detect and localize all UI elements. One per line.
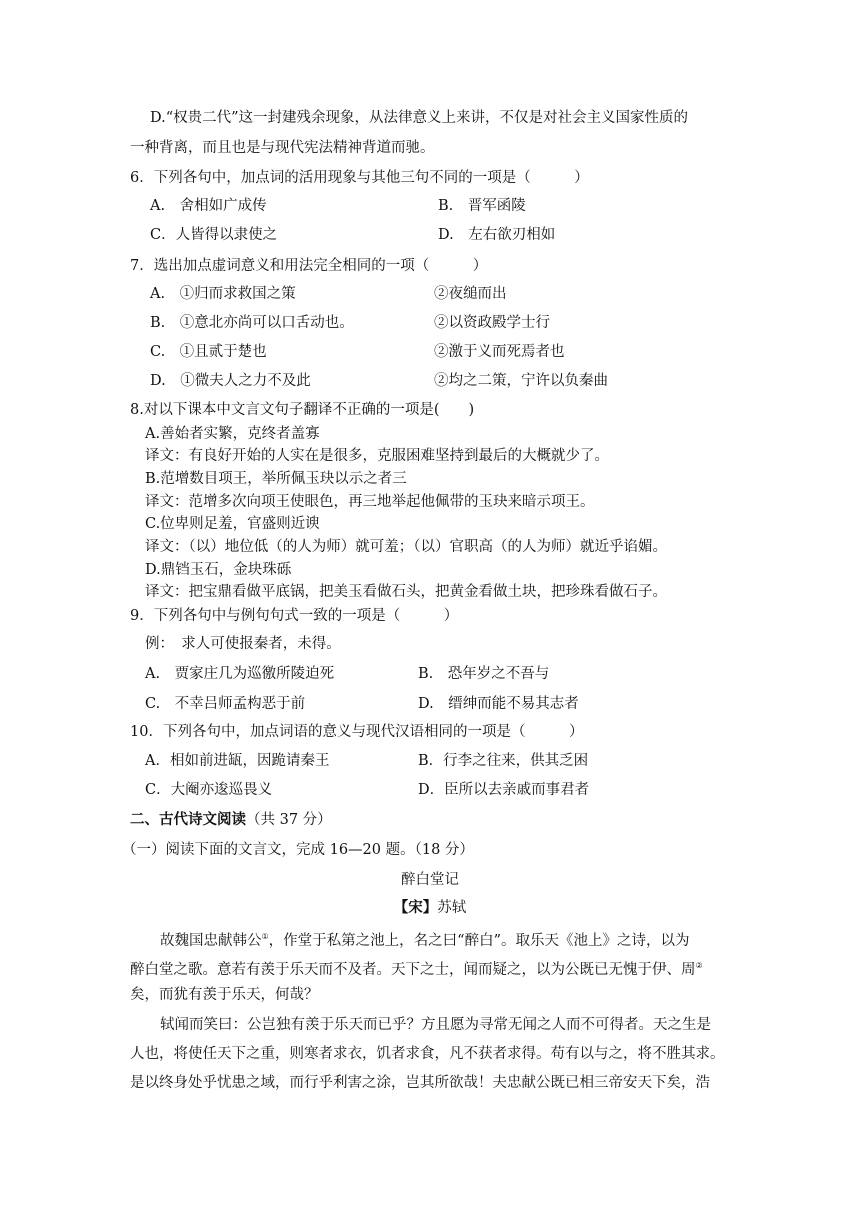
q9-example: 例： 求人可使报秦者，未得。 xyxy=(145,636,341,652)
section-score: （共 37 分） xyxy=(246,812,332,828)
q7-option-a1: A. ①归而求救国之策 xyxy=(150,286,296,302)
section-title: 二、古代诗文阅读 xyxy=(130,811,246,828)
q6-option-d: D. 左右欲刃相如 xyxy=(438,227,556,243)
q7-option-c2: ②激于义而死焉者也 xyxy=(434,344,565,360)
essay-p2-line2: 人也，将使任天下之重，则寒者求衣，饥者求食，凡不获者求得。苟有以与之，将不胜其求。 xyxy=(130,1046,725,1062)
q9-option-a: A. 贾家庄几为巡徼所陵迫死 xyxy=(145,666,335,682)
essay-byline xyxy=(0,898,860,918)
q8-option-d: D.鼎铛玉石，金块珠砾 xyxy=(145,562,292,578)
essay-p2-line3: 是以终身处乎忧患之域，而行乎利害之涂，岂其所欲哉！夫忠献公既已相三帝安天下矣，浩 xyxy=(130,1075,710,1091)
q10-stem: 10．下列各句中，加点词语的意义与现代汉语相同的一项是（ ） xyxy=(130,724,584,740)
footnote-marker: ① xyxy=(261,932,269,941)
q10-option-d: D．臣所以去亲戚而事君者 xyxy=(418,782,590,798)
q7-option-b1: B. ①意北亦尚可以口舌动也。 xyxy=(150,315,354,331)
q8-option-b-translation: 译文：范增多次向项王使眼色，再三地举起他佩带的玉玦来暗示项王。 xyxy=(145,494,595,510)
q7-option-b2: ②以资政殿学士行 xyxy=(434,315,550,331)
q8-stem: 8.对以下课本中文言文句子翻译不正确的一项是( ) xyxy=(130,402,475,418)
q8-option-d-translation: 译文：把宝鼎看做平底锅，把美玉看做石头，把黄金看做土块，把珍珠看做石子。 xyxy=(145,584,667,600)
q9-option-d: D. 缙绅而能不易其志者 xyxy=(418,696,579,712)
q9-option-c: C. 不幸吕师孟构恶于前 xyxy=(145,696,306,712)
q6-stem: 6．下列各句中，加点词的活用现象与其他三句不同的一项是（ ） xyxy=(130,170,589,186)
essay-author: 苏轼 xyxy=(437,900,467,916)
q10-option-a: A．相如前进缻，因跪请秦王 xyxy=(145,753,330,769)
essay-p1-line3: 矣，而犹有羡于乐天，何哉？ xyxy=(130,987,319,1003)
q7-stem: 7．选出加点虚词意义和用法完全相同的一项（ ） xyxy=(130,258,488,274)
q8-option-c-translation: 译文：（以）地位低（的人为师）就可羞；（以）官职高（的人为师）就近乎谄媚。 xyxy=(145,539,667,555)
essay-title: 醉白堂记 xyxy=(401,872,459,888)
q7-option-d2: ②均之二策，宁许以负秦曲 xyxy=(434,373,608,389)
reading-instruction: （一）阅读下面的文言文，完成 16—20 题。（18 分） xyxy=(122,842,474,858)
essay-p1-line2 xyxy=(130,956,703,980)
q8-option-c: C.位卑则足羞，官盛则近谀 xyxy=(145,516,320,532)
q8-option-b: B.范增数目项王，举所佩玉玦以示之者三 xyxy=(145,471,407,487)
essay-p1-line1 xyxy=(160,927,690,951)
q6-option-a: A. 舍相如广成传 xyxy=(150,198,267,214)
q5-option-d-line1: D.“权贵二代”这一封建残余现象，从法律意义上来讲，不仅是对社会主义国家性质的 xyxy=(150,110,689,126)
footnote-marker: ② xyxy=(695,961,703,970)
essay-dynasty: 【宋】 xyxy=(393,899,438,916)
essay-text: 醉白堂之歌。意若有羡于乐天而不及者。天下之士，闻而疑之，以为公既已无愧于伊、周 xyxy=(130,961,696,978)
q9-stem: 9．下列各句中与例句句式一致的一项是（ ） xyxy=(130,608,459,624)
q7-option-a2: ②夜缒而出 xyxy=(434,286,507,302)
q7-option-c1: C. ①且贰于楚也 xyxy=(150,344,267,360)
essay-text: 故魏国忠献韩公 xyxy=(160,932,262,949)
q10-option-c: C．大阉亦逡巡畏义 xyxy=(145,782,273,798)
q6-option-c: C．人皆得以隶使之 xyxy=(150,227,278,243)
essay-p2-line1: 轼闻而笑曰：公岂独有羡于乐天而已乎？方且愿为寻常无闻之人而不可得者。天之生是 xyxy=(160,1017,711,1033)
q7-option-d1: D. ①微夫人之力不及此 xyxy=(150,373,311,389)
essay-text: ，作堂于私第之池上，名之曰“醉白”。取乐天《池上》之诗，以为 xyxy=(268,932,690,949)
q6-option-b: B. 晋军函陵 xyxy=(438,198,526,214)
q10-option-b: B．行李之往来，供其乏困 xyxy=(418,753,589,769)
q5-option-d-line2: 一种背离，而且也是与现代宪法精神背道而驰。 xyxy=(130,140,435,156)
q8-option-a: A.善始者实繁，克终者盖寡 xyxy=(145,426,320,442)
q9-option-b: B. 恐年岁之不吾与 xyxy=(418,666,550,682)
section-heading xyxy=(130,810,332,830)
q8-option-a-translation: 译文：有良好开始的人实在是很多，克服困难坚持到最后的大概就少了。 xyxy=(145,448,609,464)
